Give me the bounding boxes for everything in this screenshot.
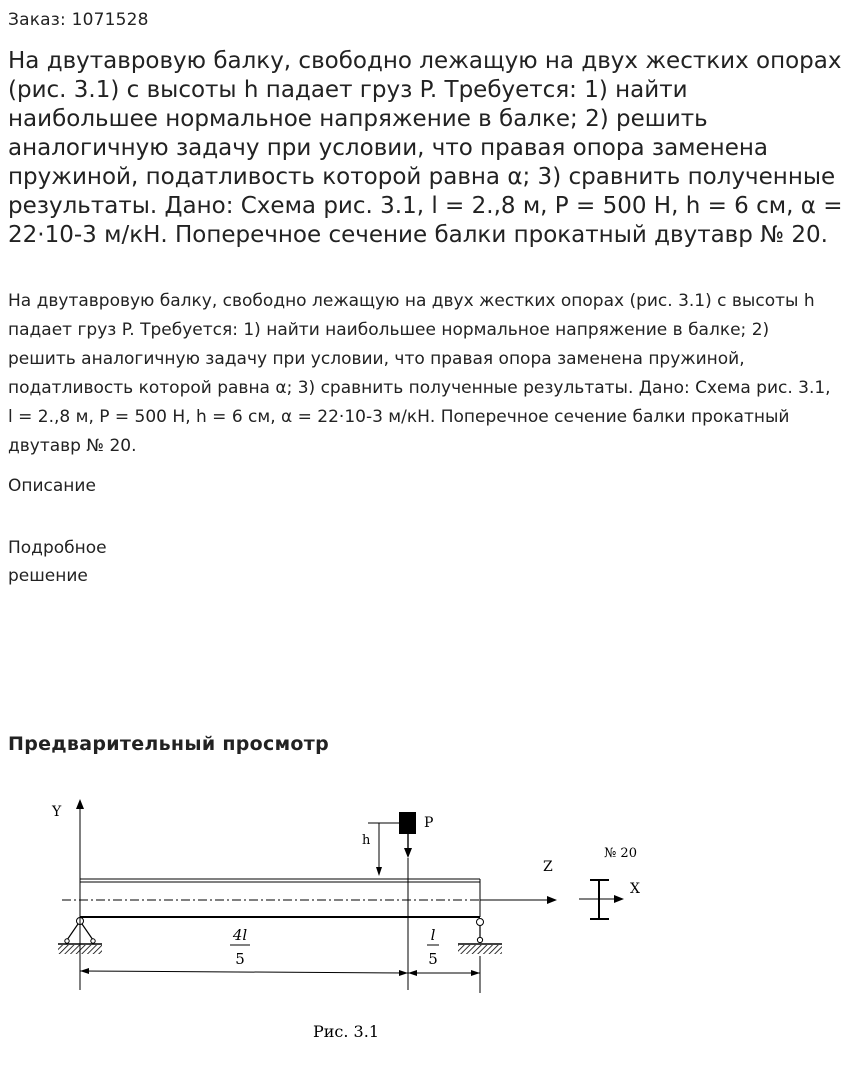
solution-section-label: Подробное решение <box>8 538 107 586</box>
description-section-label: Описание <box>8 476 96 496</box>
load-arrow-icon <box>404 848 412 858</box>
problem-title: На двутавровую балку, свободно лежащую на двух жестких опорах (рис. 3.1) с высоты h падает груз P. Требуется: 1) найти наибольшее нормальное напряжение в балке; 2) решить аналогичную задачу при условии, что правая опора заменена пружиной, податливость которой равна α; 3) сравнить полученные результаты. Дано: Схема рис. 3.1, l = 2.,8 м, P = 500 Н, h = 6 см, α = 22·10-3 м/кН. Поперечное сечение балки прокатный двутавр № 20. <box>8 48 843 248</box>
z-arrow-icon <box>547 896 557 904</box>
span-right-denominator: 5 <box>428 950 438 968</box>
height-arrow-icon <box>376 867 382 876</box>
load-label: P <box>424 815 434 831</box>
drop-height-dimension <box>362 823 399 876</box>
beam <box>80 879 480 917</box>
beam-figure <box>0 780 847 1066</box>
i-beam-section <box>579 846 640 919</box>
span-right-numerator: l <box>430 926 436 944</box>
right-roller-support <box>458 919 502 955</box>
span-dimensions <box>80 918 480 993</box>
preview-heading: Предварительный просмотр <box>8 733 329 755</box>
order-number: Заказ: 1071528 <box>8 10 149 30</box>
x-arrow-icon <box>614 895 624 903</box>
dim-arrow-icon <box>408 970 417 976</box>
dim-arrow-icon <box>80 968 89 974</box>
load-block-icon <box>399 812 416 834</box>
dim-arrow-icon <box>399 970 408 976</box>
problem-description: На двутавровую балку, свободно лежащую на двух жестких опорах (рис. 3.1) с высоты h падает груз P. Требуется: 1) найти наибольшее нормальное напряжение в балке; 2) решить аналогичную задачу при условии, что правая опора заменена пружиной, податливость которой равна α; 3) сравнить полученные результаты. Дано: Схема рис. 3.1, l = 2.,8 м, P = 500 Н, h = 6 см, α = 22·10-3 м/кН. Поперечное сечение балки прокатный двутавр № 20. <box>8 291 831 456</box>
y-axis <box>51 799 84 988</box>
y-arrow-icon <box>76 799 84 809</box>
span-left-denominator: 5 <box>235 950 245 968</box>
z-axis-label: Z <box>543 859 553 875</box>
profile-label: № 20 <box>604 846 637 861</box>
height-label: h <box>362 833 371 848</box>
figure-caption: Рис. 3.1 <box>312 1022 380 1041</box>
x-axis-label: X <box>630 881 640 897</box>
dim-arrow-icon <box>471 970 480 976</box>
span-left-numerator: 4l <box>232 926 248 944</box>
y-axis-label: Y <box>52 804 62 820</box>
ground-hatch-icon <box>458 945 502 954</box>
